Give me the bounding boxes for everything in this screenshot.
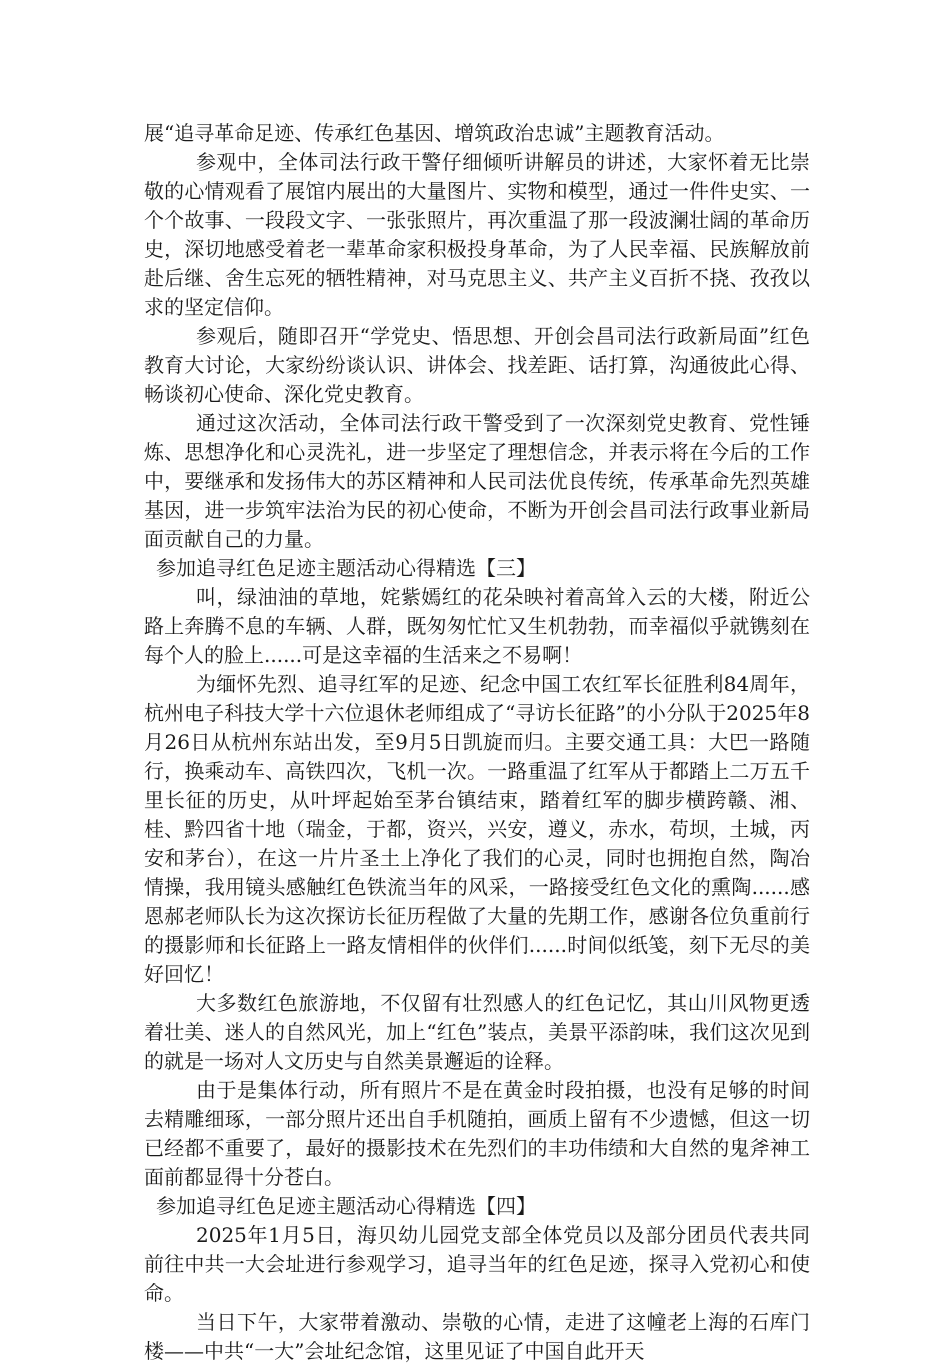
section-heading-three: 参加追寻红色足迹主题活动心得精选【三】 <box>156 556 536 580</box>
paragraph-continued: 展“追寻革命足迹、传承红色基因、增筑政治忠诚”主题教育活动。 <box>144 121 725 145</box>
paragraph-happiness: 叫，绿油油的草地，姹紫嫣红的花朵映衬着高耸入云的大楼，附近公路上奔腾不息的车辆、人群，既匆匆忙忙又生机勃勃，而幸福似乎就镌刻在每个人的脸上......可是这幸福的生活来之不易啊！ <box>144 585 810 667</box>
section-heading-four: 参加追寻红色足迹主题活动心得精选【四】 <box>156 1194 536 1218</box>
document-page <box>144 119 810 1366</box>
paragraph-red-tourism: 大多数红色旅游地，不仅留有壮烈感人的红色记忆，其山川风物更透着壮美、迷人的自然风光，加上“红色”装点，美景平添韵味，我们这次见到的就是一场对人文历史与自然美景邂逅的诠释。 <box>144 991 810 1073</box>
paragraph-afternoon: 当日下午，大家带着激动、崇敬的心情，走进了这幢老上海的石库门楼——中共“一大”会址纪念馆，这里见证了中国自此开天 <box>144 1310 810 1363</box>
paragraph-kindergarten-visit: 2025年1月5日，海贝幼儿园党支部全体党员以及部分团员代表共同前往中共一大会址进行参观学习，追寻当年的红色足迹，探寻入党初心和使命。 <box>144 1223 810 1305</box>
paragraph-visit-after: 参观后，随即召开“学党史、悟思想、开创会昌司法行政新局面”红色教育大讨论，大家纷纷谈认识、讲体会、找差距、话打算，沟通彼此心得、畅谈初心使命、深化党史教育。 <box>144 324 810 406</box>
paragraph-long-march-trip: 为缅怀先烈、追寻红军的足迹、纪念中国工农红军长征胜利84周年，杭州电子科技大学十六位退休老师组成了“寻访长征路”的小分队于2025年8月26日从杭州东站出发，至9月5日凯旋而归。主要交通工具：大巴一路随行，换乘动车、高铁四次，飞机一次。一路重温了红军从于都踏上二万五千里长征的历史，从叶坪起始至茅台镇结束，踏着红军的脚步横跨赣、湘、桂、黔四省十地（瑞金，于都，资兴，兴安，遵义，赤水，苟坝，土城，丙安和茅台），在这一片片圣土上净化了我们的心灵，同时也拥抱自然，陶冶情操，我用镜头感触红色铁流当年的风采，一路接受红色文化的熏陶......感恩郝老师队长为这次探访长征历程做了大量的先期工作，感谢各位负重前行的摄影师和长征路上一路友情相伴的伙伴们......时间似纸笺，刻下无尽的美好回忆！ <box>144 672 810 986</box>
paragraph-photos: 由于是集体行动，所有照片不是在黄金时段拍摄，也没有足够的时间去精雕细琢，一部分照片还出自手机随拍，画质上留有不少遗憾，但这一切已经都不重要了，最好的摄影技术在先烈们的丰功伟绩和大自然的鬼斧神工面前都显得十分苍白。 <box>144 1078 810 1189</box>
paragraph-activity-summary: 通过这次活动，全体司法行政干警受到了一次深刻党史教育、党性锤炼、思想净化和心灵洗礼，进一步坚定了理想信念，并表示将在今后的工作中，要继承和发扬伟大的苏区精神和人民司法优良传统，传承革命先烈英雄基因，进一步筑牢法治为民的初心使命，不断为开创会昌司法行政事业新局面贡献自己的力量。 <box>144 411 810 551</box>
paragraph-visit-during: 参观中，全体司法行政干警仔细倾听讲解员的讲述，大家怀着无比崇敬的心情观看了展馆内展出的大量图片、实物和模型，通过一件件史实、一个个故事、一段段文字、一张张照片，再次重温了那一段波澜壮阔的革命历史，深切地感受着老一辈革命家积极投身革命，为了人民幸福、民族解放前赴后继、舍生忘死的牺牲精神，对马克思主义、共产主义百折不挠、孜孜以求的坚定信仰。 <box>144 150 810 319</box>
